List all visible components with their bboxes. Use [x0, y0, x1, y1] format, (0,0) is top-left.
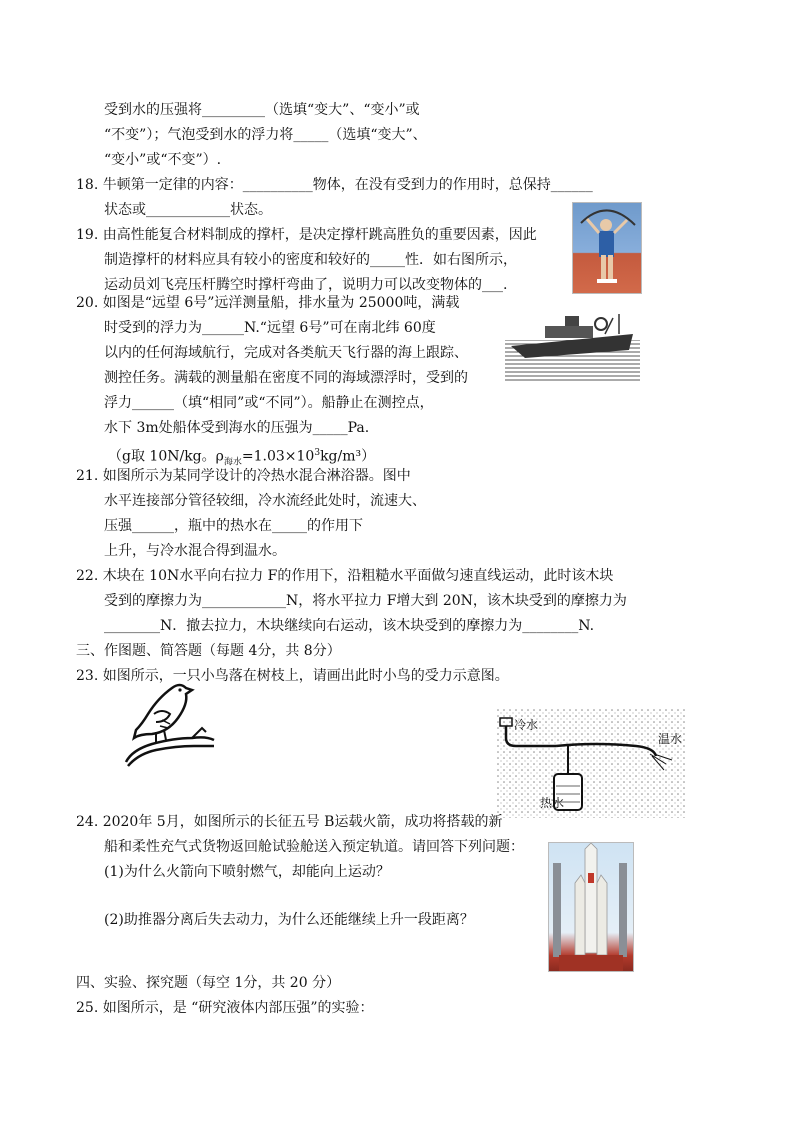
- q25-text: 25. 如图所示，是 “研究液体内部压强”的实验：: [76, 1000, 374, 1016]
- q18-line-2: 状态或____________状态。: [104, 202, 272, 218]
- q24-line-2: 船和柔性充气式货物返回舱试验舱送入预定轨道。请回答下列问题：: [104, 839, 524, 855]
- q20-line-2: 时受到的浮力为______N.“远望 6号”可在南北纬 60度: [104, 320, 436, 336]
- q22-line-3: ________N．撤去拉力，木块继续向右运动，该木块受到的摩擦力为________N.: [104, 618, 595, 634]
- survey-ship-figure: [505, 310, 640, 386]
- q22-line-1: 22. 木块在 10N水平向右拉力 F的作用下，沿粗糙水平面做匀速直线运动，此时该木块: [76, 568, 614, 584]
- q20-density-value: =1.03×10: [241, 448, 315, 465]
- q20-line-3: 以内的任何海域航行，完成对各类航天飞行器的海上跟踪、: [104, 345, 468, 361]
- q24-sub-question-2: (2)助推器分离后失去动力，为什么还能继续上升一段距离？: [104, 912, 474, 928]
- q21-line-3: 压强______，瓶中的热水在_____的作用下: [104, 518, 363, 534]
- q19-line-3: 运动员刘飞亮压杆腾空时撑杆弯曲了，说明力可以改变物体的___.: [104, 277, 508, 293]
- q17-line-1: 受到水的压强将_________（选填“变大”、“变小”或: [104, 102, 420, 118]
- q24-line-1: 24. 2020年 5月，如图所示的长征五号 B运载火箭，成功将搭载的新: [76, 814, 503, 830]
- q20-density-unit: kg/m³）: [320, 448, 376, 465]
- q20-line-6: 水下 3m处船体受到海水的压强为_____Pa.: [104, 420, 370, 436]
- bird-on-branch-icon: [122, 680, 218, 772]
- q19-line-1: 19. 由高性能复合材料制成的撑杆，是决定撑杆跳高胜负的重要因素，因此: [76, 227, 537, 243]
- rocket-photo: [548, 842, 634, 972]
- q20-exponent: 3: [314, 448, 321, 458]
- q23-text: 23. 如图所示，一只小鸟落在树枝上，请画出此时小鸟的受力示意图。: [76, 668, 509, 684]
- label-cold-water: 冷水: [514, 718, 539, 732]
- ship-icon: [505, 310, 640, 382]
- label-hot-water: 热水: [540, 796, 565, 810]
- q20-line-4: 测控任务。满载的测量船在密度不同的海域漂浮时，受到的: [104, 370, 468, 386]
- q20-line-1: 20. 如图是“远望 6号”远洋测量船，排水量为 25000吨，满载: [76, 295, 460, 311]
- q19-line-2: 制造撑杆的材料应具有较小的密度和较好的_____性．如右图所示，: [104, 252, 517, 268]
- pole-vault-photo: [572, 202, 642, 294]
- q21-line-2: 水平连接部分管径较细，冷水流经此处时，流速大、: [104, 493, 426, 509]
- q17-line-3: “变小”或“不变”）.: [104, 152, 222, 168]
- q22-line-2: 受到的摩擦力为____________N，将水平拉力 F增大到 20N，该木块受到的摩擦力为: [104, 593, 627, 609]
- long-march-rocket-icon: [549, 843, 633, 971]
- section-4-heading: 四、实验、探究题（每空 1分，共 20 分）: [76, 975, 341, 991]
- q17-line-2: “不变”）；气泡受到水的浮力将_____（选填“变大”、: [104, 127, 427, 143]
- q20-line-5: 浮力______（填“相同”或“不同”）。船静止在测控点，: [104, 395, 434, 411]
- label-warm-water: 温水: [658, 732, 683, 746]
- pole-vault-athlete-icon: [573, 203, 641, 293]
- q18-line-1: 18. 牛顿第一定律的内容：__________物体，在没有受到力的作用时，总保持______: [76, 177, 593, 193]
- bird-figure: [122, 680, 218, 776]
- section-3-heading: 三、作图题、简答题（每题 4分，共 8分）: [76, 643, 341, 659]
- shower-mixer-figure: [496, 708, 686, 818]
- q20-subscript-seawater: 海水: [223, 457, 242, 468]
- q24-sub-question-1: (1)为什么火箭向下喷射燃气，却能向上运动？: [104, 864, 390, 880]
- q20-given-g: （g取 10N/kg。ρ: [108, 448, 224, 465]
- q21-line-4: 上升，与冷水混合得到温水。: [104, 543, 286, 559]
- q21-line-1: 21. 如图所示为某同学设计的冷热水混合淋浴器。图中: [76, 468, 411, 484]
